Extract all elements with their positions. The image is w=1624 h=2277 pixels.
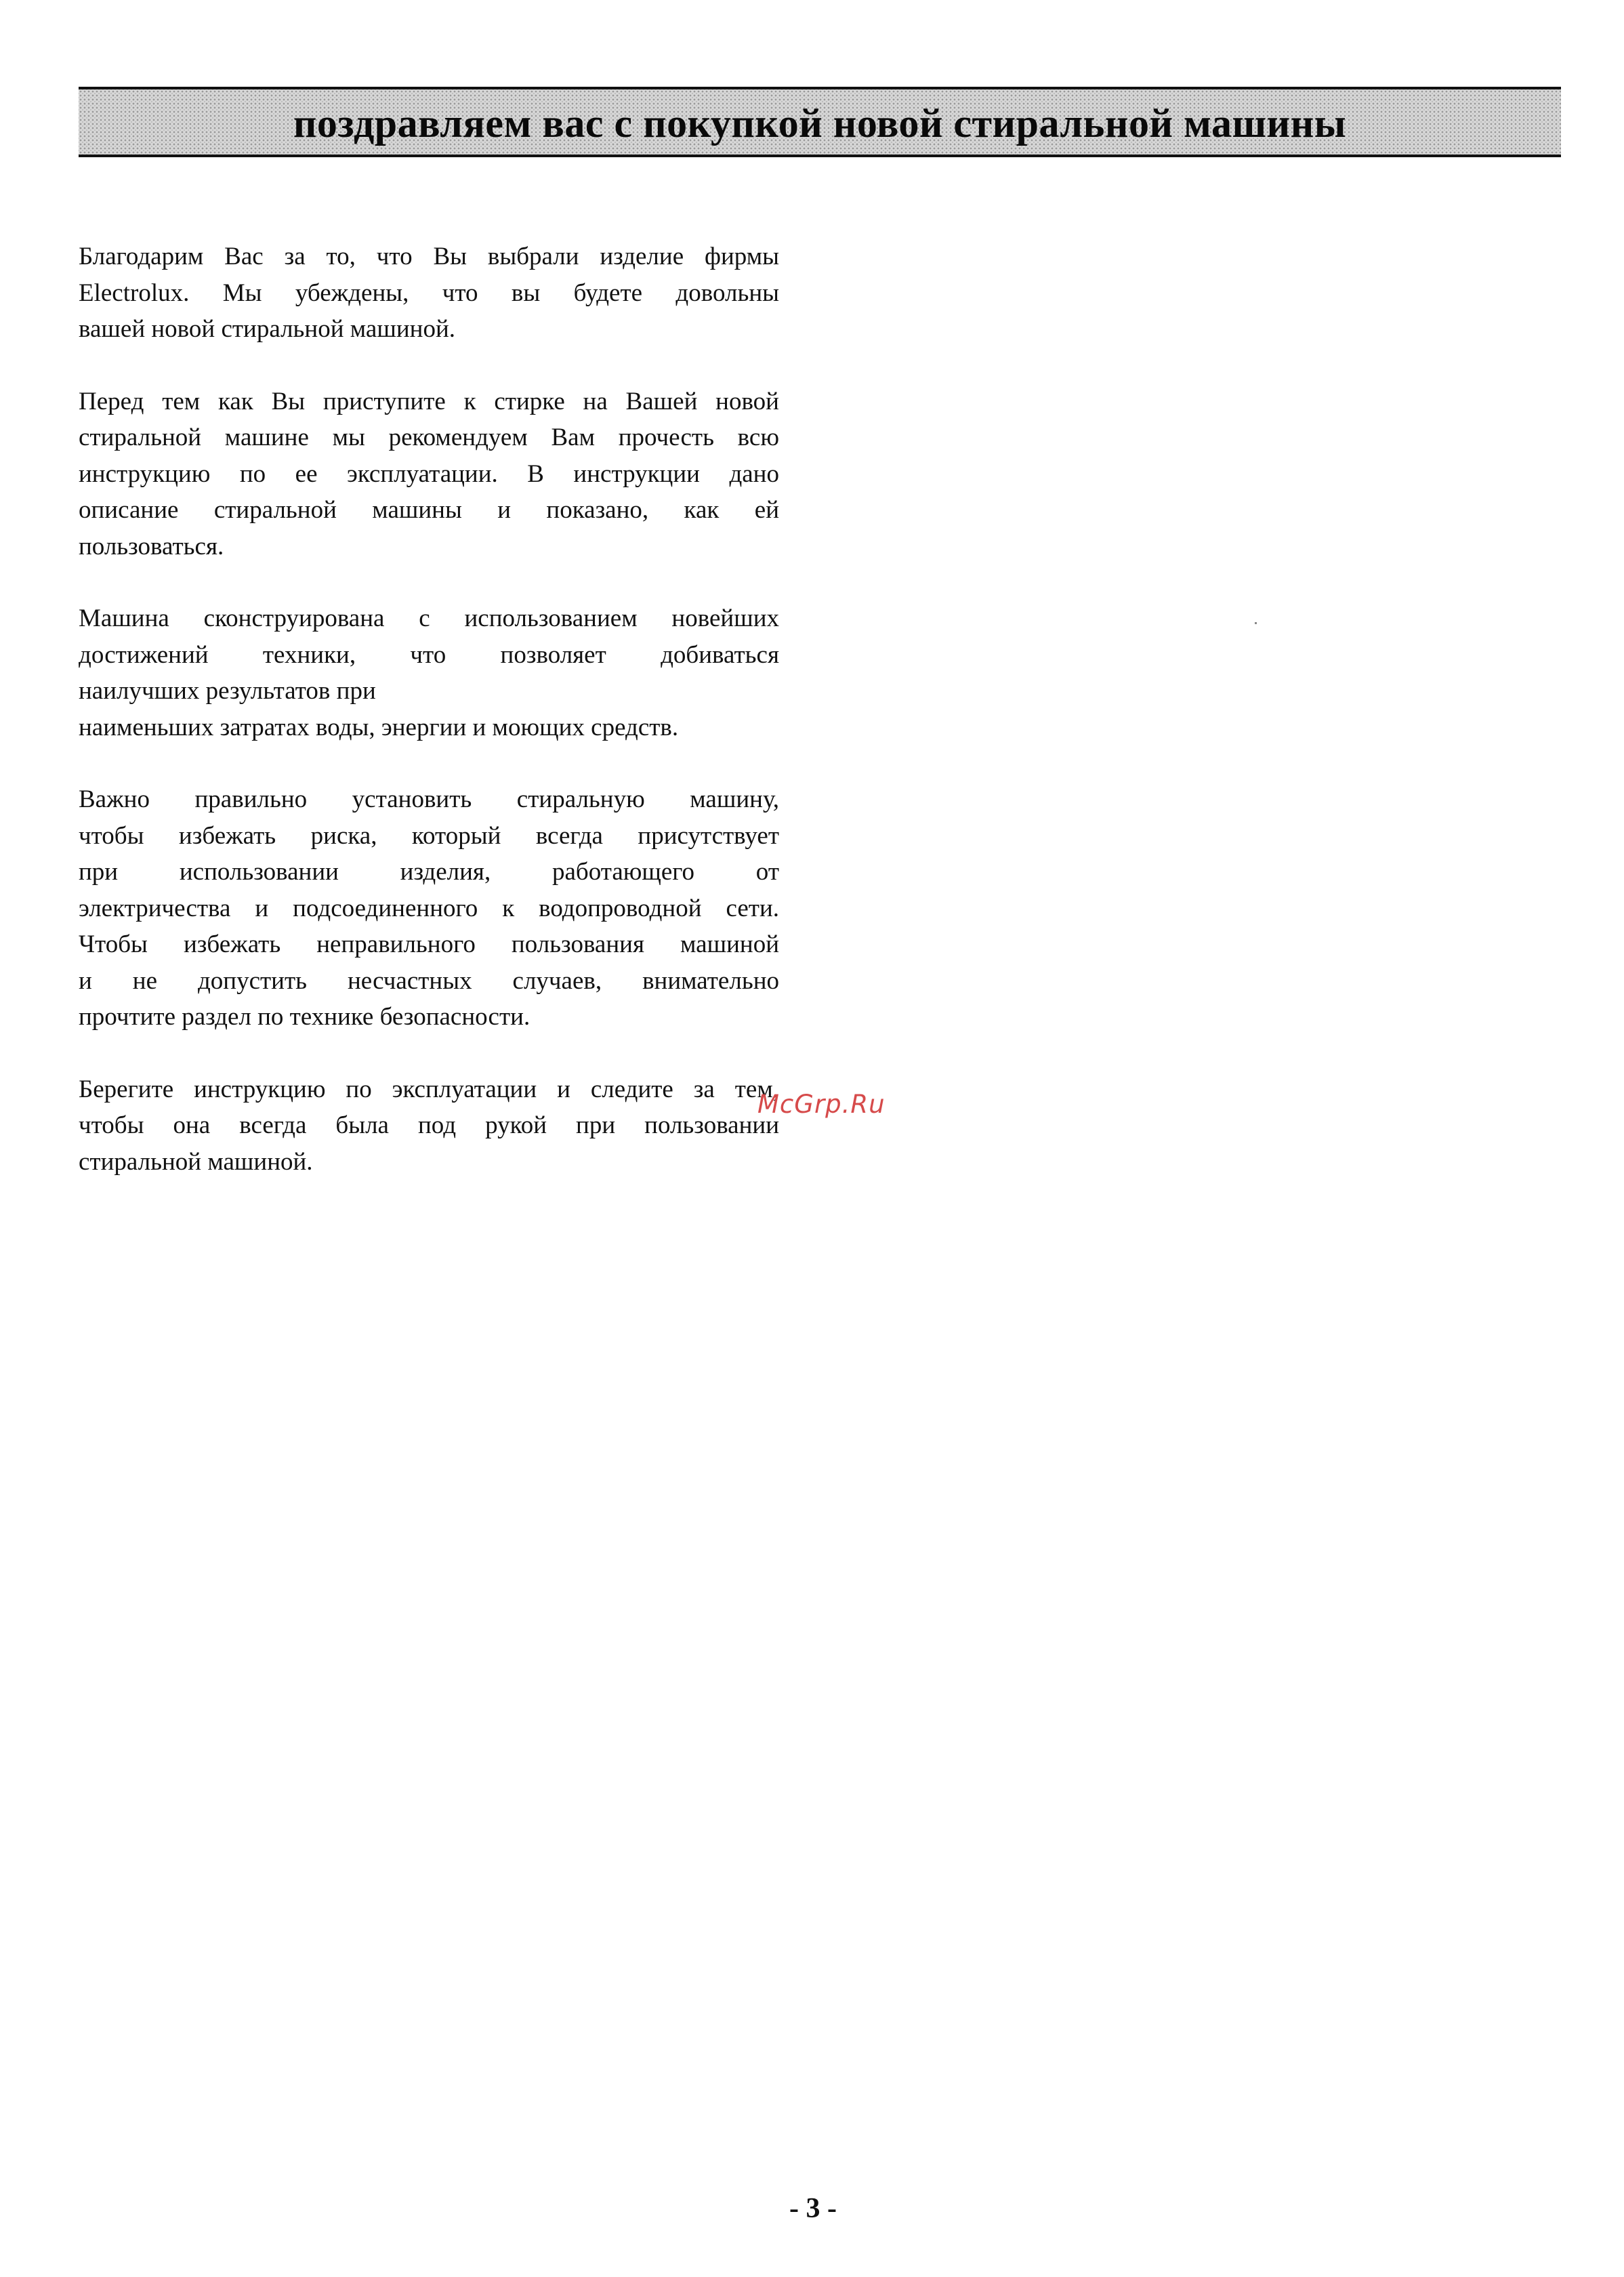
text-line: стиральной машиной. bbox=[79, 1147, 313, 1176]
text-line: Electrolux. Мы убеждены, что вы будете довольны bbox=[79, 279, 779, 307]
text-line: прочтите раздел по технике безопасности. bbox=[79, 1003, 530, 1031]
text-line: Важно правильно установить стиральную машину, bbox=[79, 785, 779, 813]
text-line: инструкцию по ее эксплуатации. В инструкции дано bbox=[79, 459, 779, 488]
text-line: стиральной машине мы рекомендуем Вам прочесть всю bbox=[79, 424, 779, 451]
body-text bbox=[79, 239, 779, 1216]
text-line: чтобы она всегда была под рукой при пользовании bbox=[79, 1111, 779, 1139]
paragraph-technology bbox=[79, 600, 779, 745]
paragraph-safety bbox=[79, 781, 779, 1035]
text-line: электричества и подсоединенного к водопроводной сети. bbox=[79, 894, 779, 922]
paragraph-read-manual bbox=[79, 384, 779, 565]
paragraph-thanks bbox=[79, 239, 779, 348]
title-banner bbox=[79, 87, 1561, 157]
text-line: описание стиральной машины и показано, как ей bbox=[79, 496, 779, 524]
text-line: и не допустить несчастных случаев, внимательно bbox=[79, 966, 779, 995]
page-title: поздравляем вас с покупкой новой стиральной машины bbox=[293, 101, 1347, 146]
scan-speck bbox=[1255, 622, 1257, 624]
text-line: Машина сконструирована с использованием новейших bbox=[79, 604, 779, 632]
text-line: Берегите инструкцию по эксплуатации и следите за тем, bbox=[79, 1075, 779, 1103]
page-number: - 3 - bbox=[789, 2193, 837, 2224]
text-line: Перед тем как Вы приступите к стирке на Вашей новой bbox=[79, 387, 779, 415]
text-line: Чтобы избежать неправильного пользования машиной bbox=[79, 930, 779, 958]
text-line: достижений техники, что позволяет добиваться bbox=[79, 640, 779, 669]
text-line: наилучших результатов при bbox=[79, 677, 376, 705]
paragraph-keep-manual bbox=[79, 1071, 779, 1181]
text-line: при использовании изделия, работающего от bbox=[79, 858, 779, 886]
text-line: пользоваться. bbox=[79, 532, 224, 560]
text-line: наименьших затратах воды, энергии и моющих средств. bbox=[79, 713, 679, 741]
text-line: вашей новой стиральной машиной. bbox=[79, 315, 455, 343]
text-line: Благодарим Вас за то, что Вы выбрали изделие фирмы bbox=[79, 243, 779, 270]
watermark-link[interactable]: McGrp.Ru bbox=[757, 1090, 886, 1119]
text-line: чтобы избежать риска, который всегда присутствует bbox=[79, 821, 779, 850]
